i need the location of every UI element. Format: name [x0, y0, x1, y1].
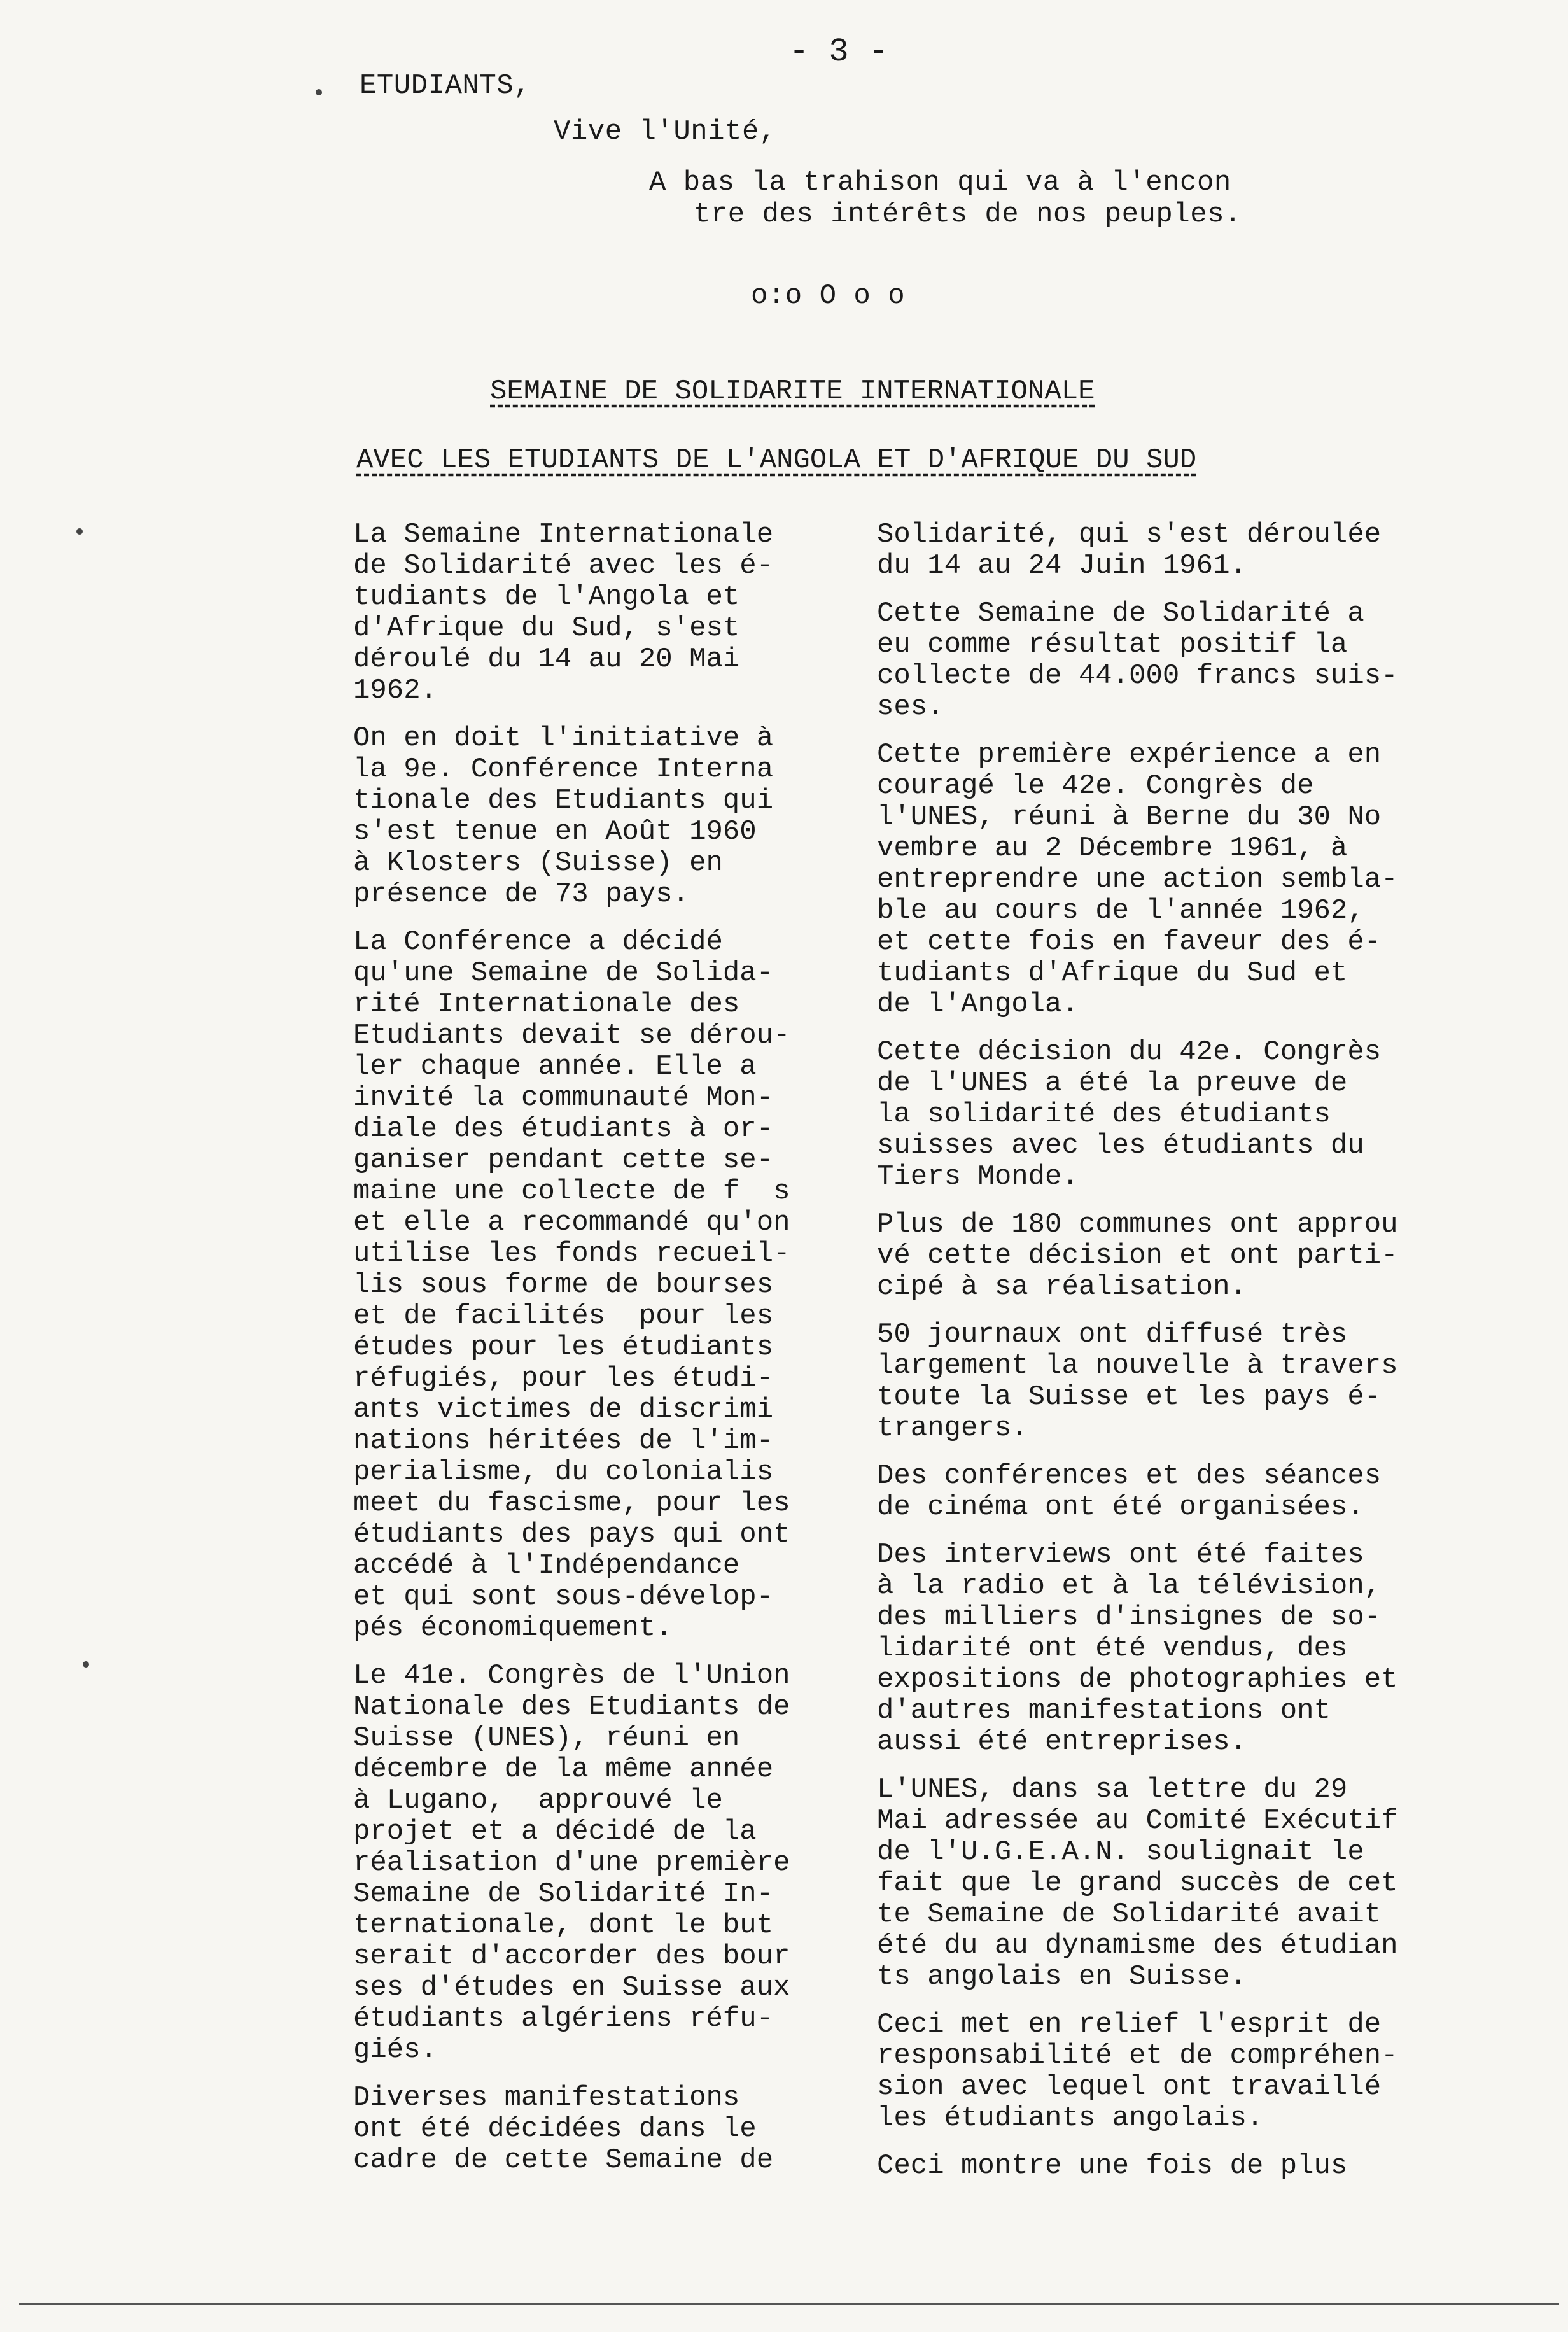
title-line-1: SEMAINE DE SOLIDARITE INTERNATIONALE	[490, 376, 1095, 407]
separator: o:o O o o	[751, 280, 906, 312]
right-paragraph: Des interviews ont été faites à la radio et à la télévision, des milliers d'insignes de so- lidarité ont été vendus, des expositions de photographies et d'autres manifestations ont aussi été entreprises.	[877, 1539, 1398, 1758]
right-paragraph: Ceci montre une fois de plus	[877, 2150, 1348, 2182]
title-line-2: AVEC LES ETUDIANTS DE L'ANGOLA ET D'AFRIQUE DU SUD	[356, 444, 1197, 476]
page-number: - 3 -	[789, 33, 889, 71]
right-paragraph: Plus de 180 communes ont approu vé cette décision et ont parti- cipé à sa réalisation.	[877, 1209, 1398, 1303]
margin-speck	[83, 1661, 89, 1668]
right-paragraph: 50 journaux ont diffusé très largement la nouvelle à travers toute la Suisse et les pays é- trangers.	[877, 1319, 1398, 1444]
left-paragraph: Diverses manifestations ont été décidées dans le cadre de cette Semaine de	[353, 2082, 774, 2176]
salutation: ETUDIANTS,	[360, 70, 531, 102]
right-paragraph: L'UNES, dans sa lettre du 29 Mai adressée au Comité Exécutif de l'U.G.E.A.N. soulignait le fait que le grand succès de cet te Semaine de Solidarité avait été du au dynamisme des étudian ts angolais en Suisse.	[877, 1774, 1398, 1993]
left-column	[353, 519, 862, 2193]
slogan-line-b: tre des intérêts de nos peuples.	[694, 199, 1242, 230]
bottom-rule	[19, 2303, 1559, 2305]
left-paragraph: La Conférence a décidé qu'une Semaine de Solida- rité Internationale des Etudiants devait se dérou- ler chaque année. Elle a invité la communauté Mon- diale des étudiants à or- ganiser pendant cette se- maine une collecte de f s et elle a recommandé qu'on utilise les fonds recueil- lis sous forme de bourses et de facilités pour les études pour les étudiants réfugiés, pour les étudi- ants victimes de discrimi nations héritées de l'im- perialisme, du colonialis meet du fascisme, pour les étudiants des pays qui ont accédé à l'Indépendance et qui sont sous-dévelop- pés économiquement.	[353, 926, 790, 1644]
left-paragraph: Le 41e. Congrès de l'Union Nationale des Etudiants de Suisse (UNES), réuni en décembre de la même année à Lugano, approuvé le projet et a décidé de la réalisation d'une première Semaine de Solidarité In- ternationale, dont le but serait d'accorder des bour ses d'études en Suisse aux étudiants algériens réfu- giés.	[353, 1660, 790, 2066]
left-paragraph: On en doit l'initiative à la 9e. Conférence Interna tionale des Etudiants qui s'est tenue en Août 1960 à Klosters (Suisse) en présence de 73 pays.	[353, 722, 774, 910]
margin-speck	[76, 528, 83, 535]
right-paragraph: Cette première expérience a en couragé le 42e. Congrès de l'UNES, réuni à Berne du 30 No vembre au 2 Décembre 1961, à entreprendre une action sembla- ble au cours de l'année 1962, et cette fois en faveur des é- tudiants d'Afrique du Sud et de l'Angola.	[877, 739, 1398, 1020]
right-paragraph: Ceci met en relief l'esprit de responsabilité et de compréhen- sion avec lequel ont travaillé les étudiants angolais.	[877, 2009, 1398, 2134]
left-paragraph: La Semaine Internationale de Solidarité avec les é- tudiants de l'Angola et d'Afrique du Sud, s'est déroulé du 14 au 20 Mai 1962.	[353, 519, 774, 706]
margin-speck	[316, 89, 322, 95]
right-column	[877, 519, 1551, 2198]
right-paragraph: Cette Semaine de Solidarité a eu comme résultat positif la collecte de 44.000 francs suis- ses.	[877, 598, 1398, 723]
right-paragraph: Des conférences et des séances de cinéma ont été organisées.	[877, 1460, 1382, 1523]
slogan-unity: Vive l'Unité,	[554, 116, 776, 148]
right-paragraph: Solidarité, qui s'est déroulée du 14 au 24 Juin 1961.	[877, 519, 1382, 582]
right-paragraph: Cette décision du 42e. Congrès de l'UNES a été la preuve de la solidarité des étudiants suisses avec les étudiants du Tiers Monde.	[877, 1036, 1382, 1193]
slogan-line-a: A bas la trahison qui va à l'encon	[649, 167, 1231, 199]
